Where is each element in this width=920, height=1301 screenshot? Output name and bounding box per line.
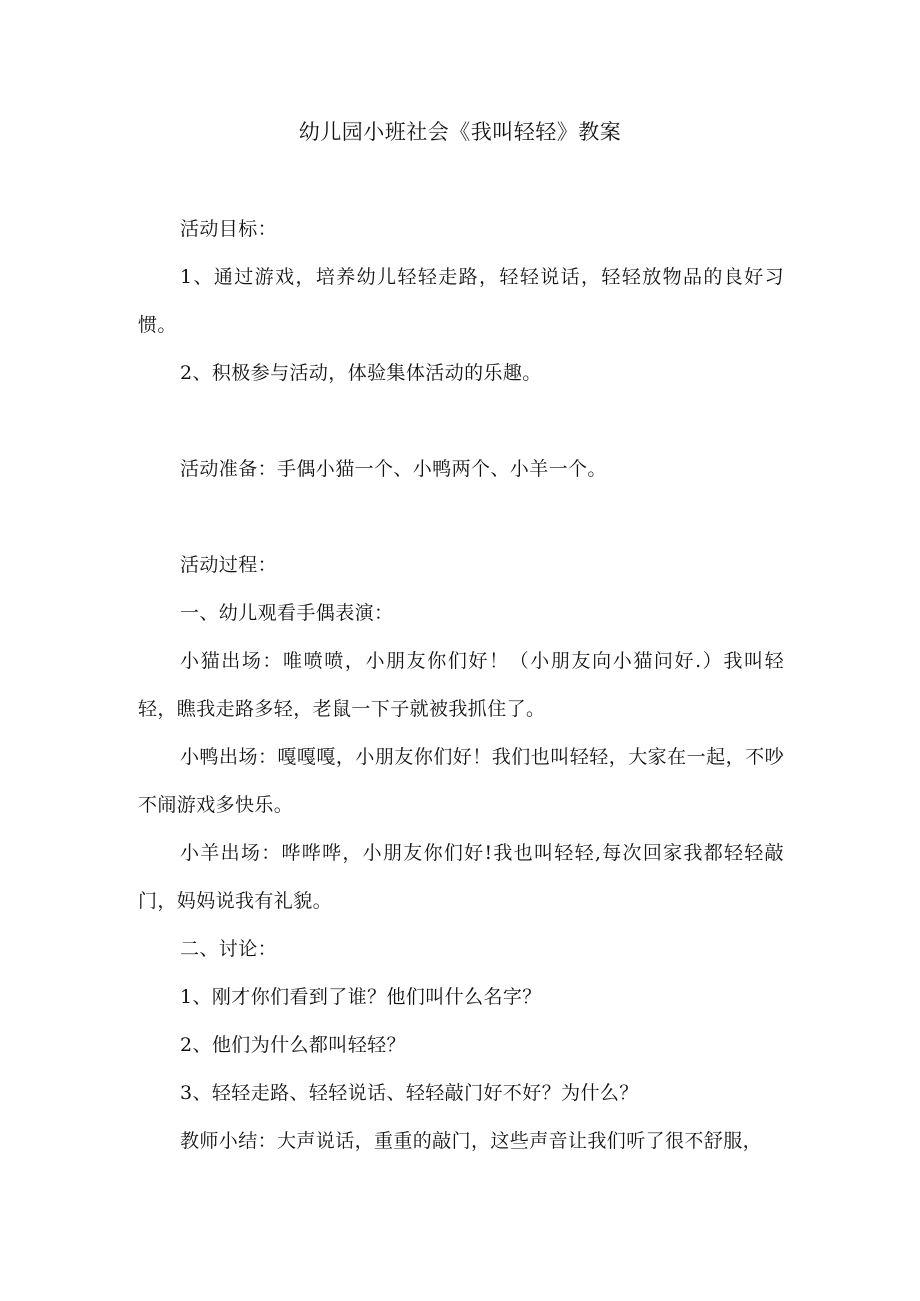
question-3: 3、轻轻走路、轻轻说话、轻轻敲门好不好？为什么？ bbox=[180, 1082, 639, 1104]
question-1: 1、刚才你们看到了谁？他们叫什么名字？ bbox=[180, 986, 542, 1008]
goal-item-1: 1、通过游戏，培养幼儿轻轻走路，轻轻说话，轻轻放物品的良好习惯。 bbox=[138, 266, 784, 336]
sheep-paragraph: 小羊出场：哗哗哗，小朋友你们好!我也叫轻轻,每次回家我都轻轻敲门，妈妈说我有礼貌。 bbox=[138, 842, 784, 912]
goal-item-2: 2、积极参与活动，体验集体活动的乐趣。 bbox=[180, 362, 542, 384]
preparation-paragraph: 活动准备：手偶小猫一个、小鸭两个、小羊一个。 bbox=[180, 458, 607, 480]
process-heading: 活动过程： bbox=[180, 554, 278, 576]
cat-paragraph: 小猫出场：唯喷喷，小朋友你们好！（小朋友向小猫问好.）我叫轻轻，瞧我走路多轻，老鼠一下子就被我抓住了。 bbox=[138, 650, 784, 720]
teacher-summary: 教师小结：大声说话，重重的敲门，这些声音让我们听了很不舒服， bbox=[180, 1130, 763, 1152]
section-1-heading: 一、幼儿观看手偶表演： bbox=[180, 602, 394, 624]
section-2-heading: 二、讨论： bbox=[180, 938, 278, 960]
question-2: 2、他们为什么都叫轻轻？ bbox=[180, 1034, 406, 1056]
document-title: 幼儿园小班社会《我叫轻轻》教案 bbox=[298, 120, 622, 144]
duck-paragraph: 小鸭出场：嘎嘎嘎，小朋友你们好！我们也叫轻轻，大家在一起，不吵不闹游戏多快乐。 bbox=[138, 746, 784, 816]
goals-heading: 活动目标： bbox=[180, 218, 278, 240]
